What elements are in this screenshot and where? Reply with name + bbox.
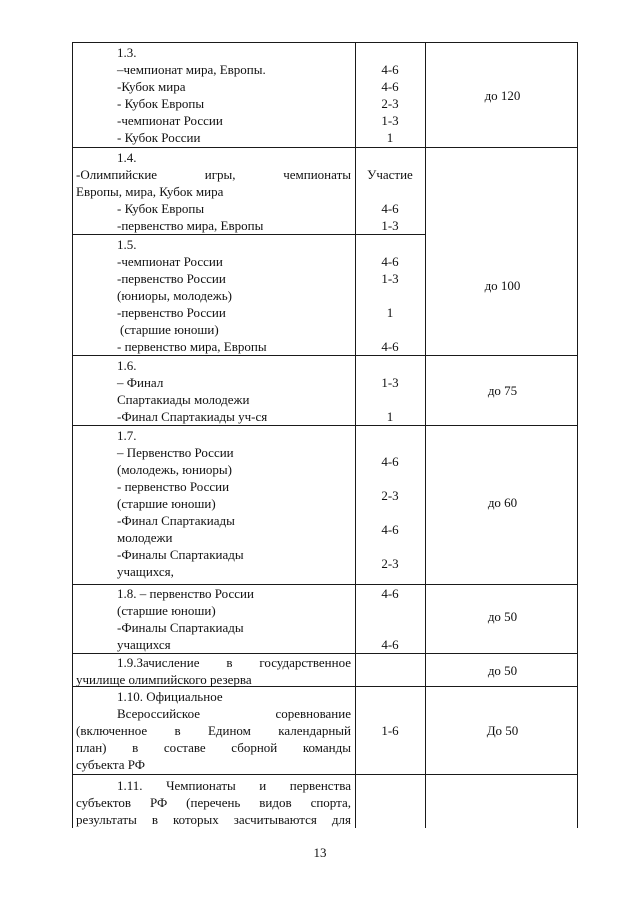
section-line: - первенство мира, Европы bbox=[117, 339, 267, 354]
section-heading: 1.7. bbox=[117, 428, 137, 443]
section-line: (включенное в Едином календарный bbox=[76, 723, 351, 738]
rank-value: 4-6 bbox=[381, 62, 399, 77]
points-value: до 50 bbox=[487, 663, 518, 678]
table-border-top bbox=[72, 42, 578, 43]
section-line: результаты в которых засчитываются для bbox=[76, 812, 351, 827]
section-line: 1.11. Чемпионаты и первенства bbox=[117, 778, 351, 793]
rank-value: 4-6 bbox=[381, 254, 399, 269]
section-line: план) в составе сборной команды bbox=[76, 740, 351, 755]
row-separator bbox=[72, 355, 578, 356]
section-line: - Кубок Европы bbox=[117, 96, 205, 111]
rank-value: 4-6 bbox=[381, 522, 399, 537]
section-line: (старшие юноши) bbox=[117, 496, 216, 511]
points-value: до 75 bbox=[487, 383, 518, 398]
section-line: -первенство России bbox=[117, 305, 226, 320]
rank-value: 2-3 bbox=[381, 96, 399, 111]
section-line: – Финал bbox=[117, 375, 164, 390]
section-line: (молодежь, юниоры) bbox=[117, 462, 232, 477]
section-line: –чемпионат мира, Европы. bbox=[117, 62, 266, 77]
rank-value: 1-3 bbox=[381, 113, 399, 128]
section-line: – Первенство России bbox=[117, 445, 234, 460]
rank-value: 1-3 bbox=[381, 271, 399, 286]
points-value: до 60 bbox=[487, 495, 518, 510]
table-divider-1 bbox=[355, 42, 356, 828]
rank-value: 1 bbox=[386, 305, 394, 320]
page-number: 13 bbox=[313, 845, 327, 860]
section-line: -чемпионат России bbox=[117, 254, 223, 269]
rank-value: Участие bbox=[367, 167, 413, 182]
section-line: -первенство мира, Европы bbox=[117, 218, 264, 233]
section-heading: 1.6. bbox=[117, 358, 137, 373]
rank-value: 4-6 bbox=[381, 339, 399, 354]
section-line: Спартакиады молодежи bbox=[117, 392, 250, 407]
section-line: -Финал Спартакиады уч-ся bbox=[117, 409, 268, 424]
section-heading: 1.5. bbox=[117, 237, 137, 252]
points-value: до 100 bbox=[484, 278, 521, 293]
section-line: учащихся bbox=[117, 637, 171, 652]
section-line: -Финалы Спартакиады bbox=[117, 547, 244, 562]
rank-value: 1 bbox=[386, 409, 394, 424]
rank-value: 4-6 bbox=[381, 586, 399, 601]
table-divider-2 bbox=[425, 42, 426, 828]
section-line: учащихся, bbox=[117, 564, 174, 579]
section-line: - Кубок Европы bbox=[117, 201, 205, 216]
rank-value: 4-6 bbox=[381, 454, 399, 469]
section-line: -Олимпийские игры, чемпионаты bbox=[76, 167, 351, 182]
section-line: Всероссийское соревнование bbox=[117, 706, 351, 721]
rank-value: 1-3 bbox=[381, 218, 399, 233]
rank-value: 2-3 bbox=[381, 556, 399, 571]
section-line: - Кубок России bbox=[117, 130, 201, 145]
section-line: 1.8. – первенство России bbox=[117, 586, 254, 601]
rank-value: 1-6 bbox=[381, 723, 399, 738]
rank-value: 4-6 bbox=[381, 637, 399, 652]
section-line: - первенство России bbox=[117, 479, 230, 494]
section-line: субъектов РФ (перечень видов спорта, bbox=[76, 795, 351, 810]
section-line: -первенство России bbox=[117, 271, 226, 286]
section-line: -чемпионат России bbox=[117, 113, 223, 128]
section-line: -Кубок мира bbox=[117, 79, 186, 94]
section-heading: 1.10. Официальное bbox=[117, 689, 223, 704]
rank-value: 1-3 bbox=[381, 375, 399, 390]
rank-value: 1 bbox=[386, 130, 394, 145]
section-line: (старшие юноши) bbox=[117, 603, 216, 618]
row-separator bbox=[72, 774, 578, 775]
section-line: -Финалы Спартакиады bbox=[117, 620, 244, 635]
points-value: До 50 bbox=[486, 723, 519, 738]
row-separator bbox=[72, 425, 578, 426]
rank-value: 4-6 bbox=[381, 79, 399, 94]
section-line: субъекта РФ bbox=[76, 757, 145, 772]
row-separator bbox=[72, 147, 578, 148]
section-heading: 1.4. bbox=[117, 150, 137, 165]
points-value: до 120 bbox=[484, 88, 521, 103]
table-border-right bbox=[577, 42, 578, 828]
section-line: молодежи bbox=[117, 530, 173, 545]
section-line: училище олимпийского резерва bbox=[76, 672, 252, 687]
rank-value: 4-6 bbox=[381, 201, 399, 216]
rank-value: 2-3 bbox=[381, 488, 399, 503]
section-line: -Финал Спартакиады bbox=[117, 513, 235, 528]
awards-table bbox=[72, 42, 578, 828]
section-line: (юниоры, молодежь) bbox=[117, 288, 232, 303]
points-value: до 50 bbox=[487, 609, 518, 624]
section-line: (старшие юноши) bbox=[120, 322, 219, 337]
row-separator bbox=[72, 234, 426, 235]
table-border-left bbox=[72, 42, 73, 828]
section-heading: 1.3. bbox=[117, 45, 137, 60]
section-line: 1.9.Зачисление в государственное bbox=[117, 655, 351, 670]
section-line: Европы, мира, Кубок мира bbox=[76, 184, 224, 199]
